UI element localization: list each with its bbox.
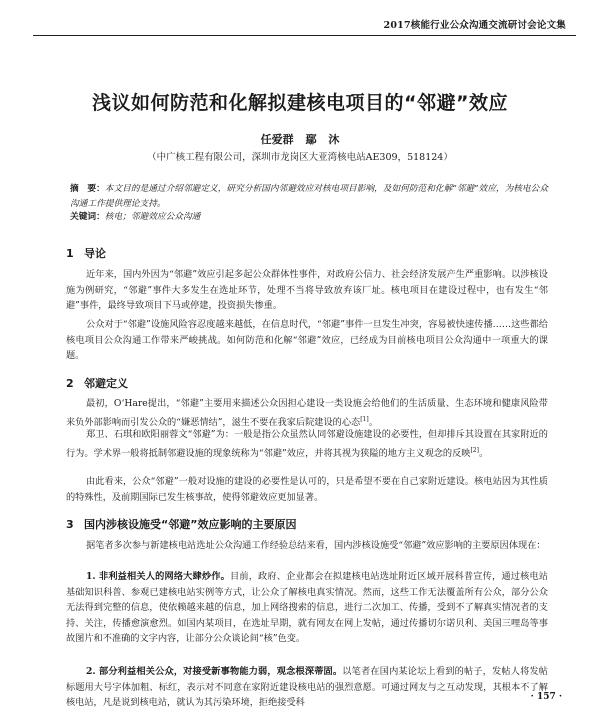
keywords-label: 关键词： bbox=[70, 212, 105, 222]
paragraph: 郑卫、石琪和欧阳丽蓉文“邻避”为：一般是指公众虽然认同邻避设施建设的必要性，但却排斥其设置在其家附近的行为。学术界一般将抵制邻避设施的现象统称为“邻避”效应，并将其视为狭隘的地方主义观念的反映[2]。 bbox=[66, 429, 548, 459]
paper-title: 浅议如何防范和化解拟建核电项目的“邻避”效应 bbox=[92, 92, 508, 114]
section-number: 3 bbox=[66, 518, 74, 531]
abstract-label: 摘 要： bbox=[70, 184, 105, 194]
page-number: · 157 · bbox=[530, 692, 562, 702]
affiliation: （中广核工程有限公司，深圳市龙岗区大亚湾核电站AE309，518124） bbox=[147, 152, 453, 163]
section-title: 国内涉核设施受“邻避”效应影响的主要原因 bbox=[84, 518, 297, 531]
citation: [2] bbox=[470, 446, 479, 454]
citation: [1] bbox=[360, 415, 369, 423]
item-text: 目前，政府、企业都会在拟建核电站选址附近区域开展科普宣传，通过核电站基础知识科普、参观已建核电站实例等方式，让公众了解核电真实情况。然而，这些工作无法覆盖所有公众，部分公众无法得到完整的信息，使依赖越来越的信息，加上网络搜索的信息，进行二次加工、传播，受到不了解真实情况者的支持、关注，传播愈演愈烈。如国内某项目，在选址早期，就有网友在网上发帖，通过传播切尔诺贝利、美国三哩岛等事故图片和不准确的文字内容，让部分公众谈论间“核”色变。 bbox=[66, 571, 548, 645]
paragraph-text: 郑卫、石琪和欧阳丽蓉文“邻避”为：一般是指公众虽然认同邻避设施建设的必要性，但却排斥其设置在其家附近的行为。学术界一般将抵制邻避设施的现象统称为“邻避”效应，并将其视为狭隘的地方主义观念的反映 bbox=[66, 429, 548, 459]
paragraph: 由此看来，公众“邻避”一般对设施的建设的必要性是认可的，只是希望不要在自己家附近建设。核电站因为其性质的特殊性，及前期国际已发生核事故，使得邻避效应更加显著。 bbox=[66, 476, 548, 503]
paragraph: 最初，O‘Hare提出，“邻避”主要用来描述公众因担心建设一类设施会给他们的生活质量、生态环境和健康风险带来负外部影响而引发公众的“嫌恶情结”，滋生不要在我家后院建设的心态[1]。 bbox=[66, 398, 548, 428]
abstract-text: 本文目的是通过介绍邻避定义，研究分析国内邻避效应对核电项目影响，及如何防范和化解“邻避”效应，为核电公众沟通工作提供理论支持。 bbox=[70, 184, 549, 209]
item-text: 以笔者在国内某论坛上看到的帖子，发帖人将发帖标题用大号字体加粗、标红，表示对不同意在家附近建设核电站的强烈意愿。可通过网友与之互动发现，其根本不了解核电站，凡是说到核电站，就认为其污染环境，拒绝接受科 bbox=[66, 666, 548, 709]
paragraph: 据笔者多次参与新建核电站选址公众沟通工作经验总结来看，国内涉核设施受“邻避”效应影响的主要原因体现在： bbox=[86, 540, 546, 551]
section-heading-2 bbox=[66, 375, 128, 391]
keywords-text: 核电；邻避效应公众沟通 bbox=[104, 212, 201, 222]
section-title: 导论 bbox=[84, 247, 106, 260]
section-heading-3 bbox=[66, 516, 296, 532]
header-rule bbox=[33, 35, 576, 36]
section-title: 邻避定义 bbox=[84, 377, 128, 390]
paragraph-text: 最初，O‘Hare提出，“邻避”主要用来描述公众因担心建设一类设施会给他们的生活质量、生态环境和健康风险带来负外部影响而引发公众的“嫌恶情结”，滋生不要在我家后院建设的心态 bbox=[66, 398, 548, 428]
item-label: 2. 部分利益相关公众，对接受新事物能力弱，观念根深蒂固。 bbox=[86, 666, 343, 677]
running-head: 2017核能行业公众沟通交流研讨会论文集 bbox=[383, 20, 566, 31]
paragraph: 公众对于“邻避”设施风险容忍度越来越低，在信息时代，“邻避”事件一旦发生冲突，容易被快速传播……这些都给核电项目公众沟通工作带来严峻挑战。如何防范和化解“邻避”效应，已经成为目前核电项目公众沟通中一项重大的课题。 bbox=[66, 319, 548, 362]
authors: 任爱群 鄢 沐 bbox=[260, 133, 340, 146]
section-heading-1 bbox=[66, 245, 106, 261]
keywords bbox=[70, 210, 550, 222]
list-item bbox=[66, 569, 548, 647]
item-label: 1. 非利益相关人的网络大肆炒作。 bbox=[86, 571, 230, 582]
abstract bbox=[70, 182, 550, 212]
section-number: 2 bbox=[66, 377, 74, 390]
section-number: 1 bbox=[66, 247, 74, 260]
paragraph: 近年来，国内外因为“邻避”效应引起多起公众群体性事件，对政府公信力、社会经济发展产生严重影响。以涉核设施为例研究，“邻避”事件大多发生在选址环节，处理不当将导致放弃该厂址。核电项目在建设过程中，也有发生“邻避”事件，最终导致项目下马或停建，投资损失惨重。 bbox=[66, 269, 548, 312]
